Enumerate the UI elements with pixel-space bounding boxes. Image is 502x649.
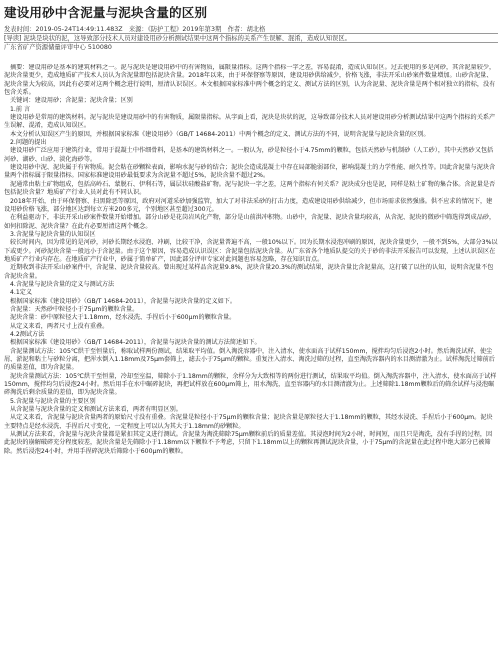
paragraph: 关键词：建设用砂；含泥量；泥块含量；区别 [10,97,133,105]
paragraph: 从测试方法来看，含泥量与泥块含量都是紧扣其定义进行测试。含泥量为淘洗筛除75μm颗粒前后的质量差值。其浸泡时间为2小时，时间短，而且只是淘洗，没有手捏的过程，因此泥块的崩解破碎充分程度较差，泥块含量是先筛除小于1.18mm以下颗粒不予考虑，只留下1.18mm以上的颗粒再测试泥块含量，小于75μm的含泥量在此过程中绝大部分已被筛除。然后浸泡24小时，并用手捏碎泥块后筛除小于600μm的颗粒。 [4,431,493,455]
paragraph: 从含泥量与泥块含量的定义和测试方法来看，两者有明显区别。 [10,406,182,414]
paragraph: 泥通常由粘土矿物组成，包括高岭石、蒙脱石、伊利石等，属层状硅酸盐矿物。泥与泥块一字之差，这两个指标有何关系？泥块成分也是泥，同样是粘土矿物的集合体。含泥量是否包括泥块含量？地质矿产行业人员对此有不同认识。 [4,180,496,197]
publish-info: 发表时间：2019-05-24T14:49:11.483Z 来源：《防护工程》2019年第3期 作者：胡北格 [4,26,266,33]
article-title: 建设用砂中含泥量与泥块含量的区别 [4,5,208,20]
paragraph: 1.前 言 [10,105,31,113]
paragraph: 摘要：建设用砂是基本的建筑材料之一。泥与泥块是建设用砂中的有害物质，属限量指标。这两个指标一字之差，容易混淆，造成认知误区。过去使用的多是河砂，其含泥量较少，泥块含量更少，造成地质矿产技术人员认为含泥量即包括泥块含量。2018年以来，由于环保督察等原因，建设用砂供给减少，价格飞涨，非法开采山砂案件数量增加。山砂含泥量、泥块含量大为较高，因此有必要对这两个概念进行说明，厘清认识误区。本文根据国家标准中两个概念的定义、测试方法的区别，认为含泥量、泥块含量是两个相对独立的指标，没有包含关系。 [4,64,496,97]
paragraph: 从定义来看，含泥量与泥块含量两者的原始尺寸没有重叠。含泥量是粒径小于75μm的颗粒含量；泥块含量是原粒径大于1.18mm的颗粒，其经水浸洗、手捏后小于600μm。泥块主要特点是经水浸洗、手捏后尺寸变化，一定程度上可以认为其大于1.18mm的砂颗粒。 [4,414,493,430]
paragraph: 根据国家标准《建设用砂》（GB/T 14684-2011），含泥量与泥块含量的定义如下。 [10,297,237,305]
author-affiliation: 广东省矿产资源储量评审中心 510080 [4,44,112,51]
paragraph: 4.含泥量与泥块含量的定义与测试方法 [10,280,115,288]
paragraph: 建设用砂是常用的建筑材料。泥与泥块是建设用砂中的有害物质，属限量指标。从字面上看，泥块是块状的泥，这导致部分技术人员对建设用砂分析测试结果中这两个指标的关系产生误解、混淆，造成认知误区。 [4,114,496,130]
paragraph: 3.含泥量与泥块含量的认知误区 [10,230,96,238]
paragraph: 5.含泥量与泥块含量的主要区别 [10,397,96,405]
paragraph: 2.问题的提出 [10,139,47,147]
paragraph: 根据国家标准《建设用砂》（GB/T 14684-2011），含泥量与泥块含量的测试方法简述如下。 [10,339,261,347]
paragraph: 4.2测试方法 [10,331,45,338]
paragraph: 含泥量测试方法：105℃烘干至恒量后，称取试样两份测试，结果取平均值。倒入淘洗容器中，注入清水，使水面高于试样150mm，搅拌均匀后浸泡2小时。然后淘洗试样，使尘屑、淤泥和粘土与砂粒分离，把浑水倒入1.18mm及75μm套筛上，滤去小于75μm的颗粒。重复注入清水、淘洗过筛的过程，直至淘洗容器内的水目测清澈为止。试样淘洗过筛前后的质量差值，即为含泥量。 [4,347,495,372]
article-body [4,64,498,647]
paragraph: 2018年开始，由于环保督察、扫黑除恶等原因，政府对河道采砂加强监管，加大了对非法采砂的打击力度，造成建设用砂供给减少，但市场需求依然强盛。供不应求的情况下，建设用砂价格飞涨，部分地区达到每立方米200多元，个别地区甚至超过300元。 [4,197,493,213]
paragraph: 本文分析认知误区产生的原因，并根据国家标准《建设用砂》（GB/T 14684-2011）中两个概念的定义、测试方法的不同，说明含泥量与泥块含量的区别。 [10,130,430,138]
paragraph: 4.1定义 [10,289,33,297]
paragraph: 从定义来看，两者尺寸上没有重叠。 [10,322,109,330]
paragraph: 泥块含量测试方法：105℃烘干至恒量，冷却至室温，筛除小于1.18mm的颗粒，余样分为大致相等的两份进行测试，结果取平均值。倒入淘洗容器中，注入清水，使水面高于试样150mm，搅拌均匀后浸泡24小时。然后用手在水中碾碎泥块，再把试样放在600μm筛上，用水淘洗，直至容器内的水目测清澈为止。上述筛除1.18mm颗粒后的筛余试样与浸泡碾碎淘洗后剩余质量的差值，即为泥块含量。 [4,372,497,397]
paragraph: 建设用砂中泥、泥块属于有害物质。泥会粘在砂颗粒表面，影响水泥与砂的结合；泥块会造成混凝土中存在局部脆弱部位，影响混凝土的力学性能、耐久性等。因此含泥量与泥块含量两个指标属于限量指标。国家标准建设用砂最低要求为含泥量不超过5%，泥块含量不超过2%。 [4,164,496,180]
paragraph: 在利益驱动下，非法开采山砂案件数量开始增加。部分山砂是花岗岩风化产物，部分是山前洪冲积物。山砂中，含泥量、泥块含量均较高，从含泥、泥块的微砂中筛选得到成品砂，如何扣除泥、泥块含量？在此有必要厘清这两个概念。 [4,214,496,230]
paragraph: 含泥量：天然砂中粒径小于75μm的颗粒含量。 [10,305,139,313]
paragraph: 近期收到非法开采山砂案件中，含泥量、泥块含量较高。曾出现过某样品含泥量9.8%，泥块含量20.3%的测试结果，泥块含量比含泥量高，这打破了以往的认知，说明含泥量不包含泥块含量。 [4,264,494,280]
paragraph: 较长时间内，因为常见的是河砂，河砂长期经水浸泡、冲刷，比较干净，含泥量普遍不高，一般10%以下。因为长期水浸泡冲刷的原因，泥块含量更少，一般不到5%，大部分3%以下或更少。河砂泥块含量一般远小于含泥量。由于这个原因，容易造成认识误区：含泥量包括泥块含量。从广东省各个地质队提交的关于砂的非法开采报告可以发现，上述认识误区在地质矿产行业内存在。在地质矿产行业中，砂属于简单矿产，因此部分评审专家对此问题也容易忽略，存在知识盲点。 [4,239,498,263]
paragraph: 泥块含量：砂中原粒径大于1.18mm，经水浸洗、手捏后小于600μm的颗粒含量。 [10,314,236,322]
paragraph: 建设用砂广泛应用于建筑行业，常用于混凝土中作细骨料，是基本的建筑材料之一。一般认为，砂是粒径小于4.75mm的颗粒，包括天然砂与机制砂（人工砂），其中天然砂又包括河砂、湖砂、山砂、淡化海砂等。 [4,147,494,163]
lead-text: [导读] 泥块是块状的泥，这导致部分技术人员对建设用砂分析测试结果中这两个指标的关系产生误解、混淆，造成认知误区。 [4,35,351,42]
